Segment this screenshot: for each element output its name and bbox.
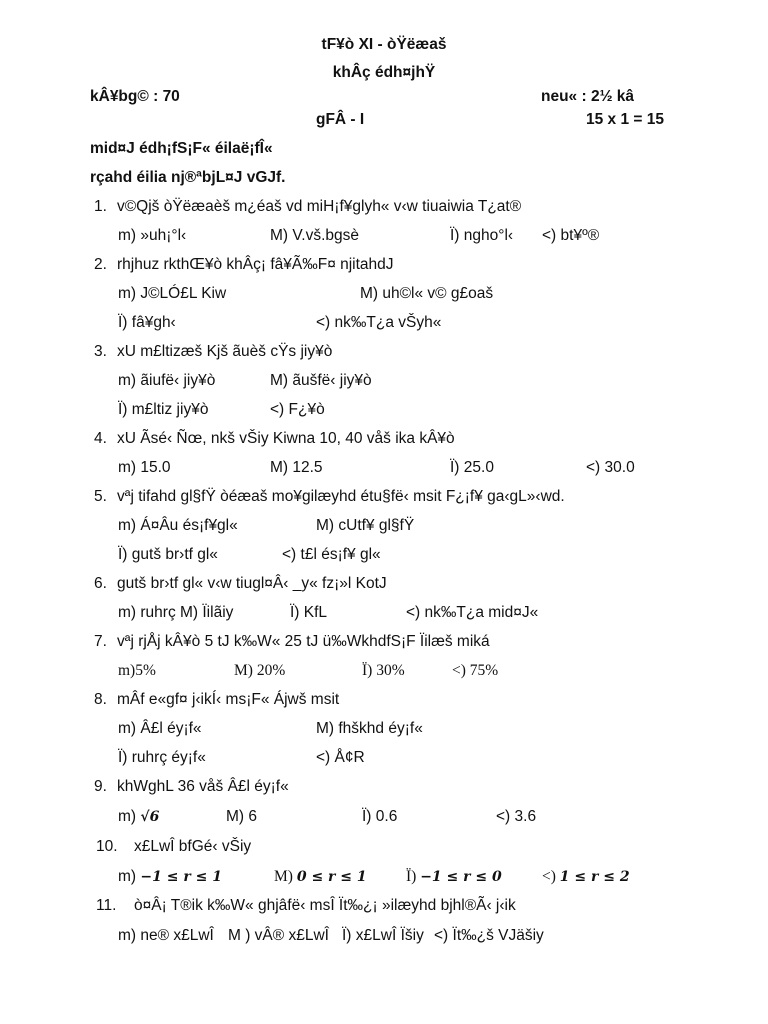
option-c-label: Ï) (406, 868, 417, 885)
option-a-label: m) (118, 808, 137, 825)
option-a: m) ruhrç (118, 604, 176, 621)
question-text: gutš br›tf gl« v‹w tiugl¤Â‹ _y« fz¡»l KotJ (117, 575, 387, 592)
option-a: m) ãiufë‹ jiy¥ò (118, 372, 216, 389)
question-text: vªj rjÅj kÂ¥ò 5 tJ k‰W« 25 tJ ü‰WkhdfS¡F Ïilæš miká (117, 633, 490, 650)
option-b: M) 6 (226, 808, 257, 825)
option-c: Ï) x£LwÎ Ïšiy (342, 927, 424, 944)
option-c: Ï) fâ¥gh‹ (118, 314, 176, 331)
range-expression: −1 ≤ r ≤ 0 (420, 869, 502, 885)
option-b: M ) vÂ® x£LwÎ (228, 927, 329, 944)
question-number: 8. (94, 691, 107, 708)
option-a: m) Â£l éy¡f« (118, 720, 202, 737)
question-number: 5. (94, 488, 107, 505)
option-b (274, 868, 367, 886)
option-d: <) Å¢R (316, 749, 365, 766)
option-c: Ï) ngho°l‹ (450, 227, 514, 244)
option-a: m) ne® x£LwÎ (118, 927, 214, 944)
option-b: M) Ïilãiy (180, 604, 234, 621)
question-text: mÂf e«gf¤ j‹ikÍ‹ ms¡F« Ájwš msit (117, 691, 340, 708)
option-d: <) nk‰T¿a vŠyh« (316, 314, 442, 331)
paper-title: tF¥ò XI - òŸëæaš (321, 36, 447, 53)
question-number: 11. (96, 897, 117, 914)
option-c: Ï) 25.0 (450, 459, 494, 476)
option-d: <) Ït‰¿š VJäšiy (434, 927, 544, 944)
question-number: 1. (94, 198, 107, 215)
question-text: xU Ãsé‹ Ñœ, nkš vŠiy Kiwna 10, 40 våš ika kÂ¥ò (117, 430, 455, 447)
option-b: M) uh©l« v© g£oaš (360, 285, 494, 302)
option-c: Ï) ruhrç éy¡f« (118, 749, 206, 766)
option-d: <) 30.0 (586, 459, 635, 476)
instruction-line-1: mid¤J édh¡fS¡F« éilaë¡fÎ« (90, 140, 273, 157)
option-b: M) V.vš.bgsè (270, 227, 360, 244)
question-number: 3. (94, 343, 107, 360)
option-d-label: <) (542, 868, 556, 885)
range-expression: −1 ≤ r ≤ 1 (140, 869, 222, 885)
total-marks: kÂ¥bg© : 70 (90, 88, 180, 105)
option-a: m) 15.0 (118, 459, 171, 476)
instruction-line-2: rçahd éilia nj®ªbjL¤J vGJf. (90, 169, 286, 186)
option-c: Ï) m£ltiz jiy¥ò (118, 401, 209, 418)
option-c: Ï) KfL (290, 604, 328, 621)
option-b: M) 20% (234, 662, 286, 679)
option-c: Ï) gutš br›tf gl« (118, 546, 218, 563)
time-allowed: neu« : 2½ kâ (541, 88, 635, 105)
option-b: M) ãušfë‹ jiy¥ò (270, 372, 372, 389)
option-d: <) 75% (452, 662, 499, 679)
option-d: <) 3.6 (496, 808, 537, 825)
question-number: 4. (94, 430, 107, 447)
question-number: 6. (94, 575, 107, 592)
option-d: <) t£l és¡f¥ gl« (282, 546, 381, 563)
question-text: khWghL 36 våš Â£l éy¡f« (117, 778, 289, 795)
question-text: rhjhuz rkthŒ¥ò khÂç¡ fâ¥Ã‰F¤ njitahdJ (117, 256, 394, 273)
option-d: <) nk‰T¿a mid¤J« (406, 604, 539, 621)
question-text: vªj tifahd gl§fŸ òéæaš mo¥gilæyhd étu§fë‹ msit F¿¡f¥ ga‹gL»‹wd. (117, 488, 565, 505)
question-number: 9. (94, 778, 107, 795)
option-a: m)5% (118, 662, 156, 679)
option-c: Ï) 30% (362, 662, 405, 679)
option-c: Ï) 0.6 (362, 808, 398, 825)
question-text: x£LwÎ bfGé‹ vŠiy (134, 838, 252, 855)
option-a-label: m) (118, 868, 137, 885)
question-number: 10. (96, 838, 118, 855)
option-a: m) Á¤Âu és¡f¥gl« (118, 517, 238, 534)
question-number: 7. (94, 633, 107, 650)
option-a (118, 808, 159, 826)
sqrt-six-expression: √6 (140, 809, 160, 825)
section-marks: 15 x 1 = 15 (586, 111, 664, 128)
question-text: v©Qjš òŸëæaèš m¿éaš vd miH¡f¥glyh« v‹w tiuaiwia T¿at® (117, 198, 522, 215)
option-a (118, 868, 222, 886)
question-text: ò¤Â¡ T®ik k‰W« ghjâfë‹ msÎ Ït‰¿¡ »ilæyhd bjhl®Ã‹ j‹ik (134, 897, 516, 914)
range-expression: 1 ≤ r ≤ 2 (559, 869, 630, 885)
option-b: M) cUtf¥ gl§fŸ (316, 517, 415, 534)
question-text: xU m£ltizæš Kjš ãuèš cŸs jiy¥ò (117, 343, 333, 360)
question-number: 2. (94, 256, 107, 273)
option-d (542, 868, 630, 886)
option-b-label: M) (274, 868, 293, 885)
option-b: M) 12.5 (270, 459, 323, 476)
paper-subtitle: khÂç édh¤jhŸ (332, 64, 436, 81)
option-d: <) bt¥º® (542, 227, 600, 244)
option-d: <) F¿¥ò (270, 401, 325, 418)
range-expression: 0 ≤ r ≤ 1 (296, 869, 367, 885)
option-a: m) J©LÓ£L Kiw (118, 285, 227, 302)
option-c (406, 868, 502, 886)
section-title: gFÂ - I (316, 111, 365, 128)
option-b: M) fhškhd éy¡f« (316, 720, 423, 737)
option-a: m) »uh¡°l‹ (118, 227, 187, 244)
